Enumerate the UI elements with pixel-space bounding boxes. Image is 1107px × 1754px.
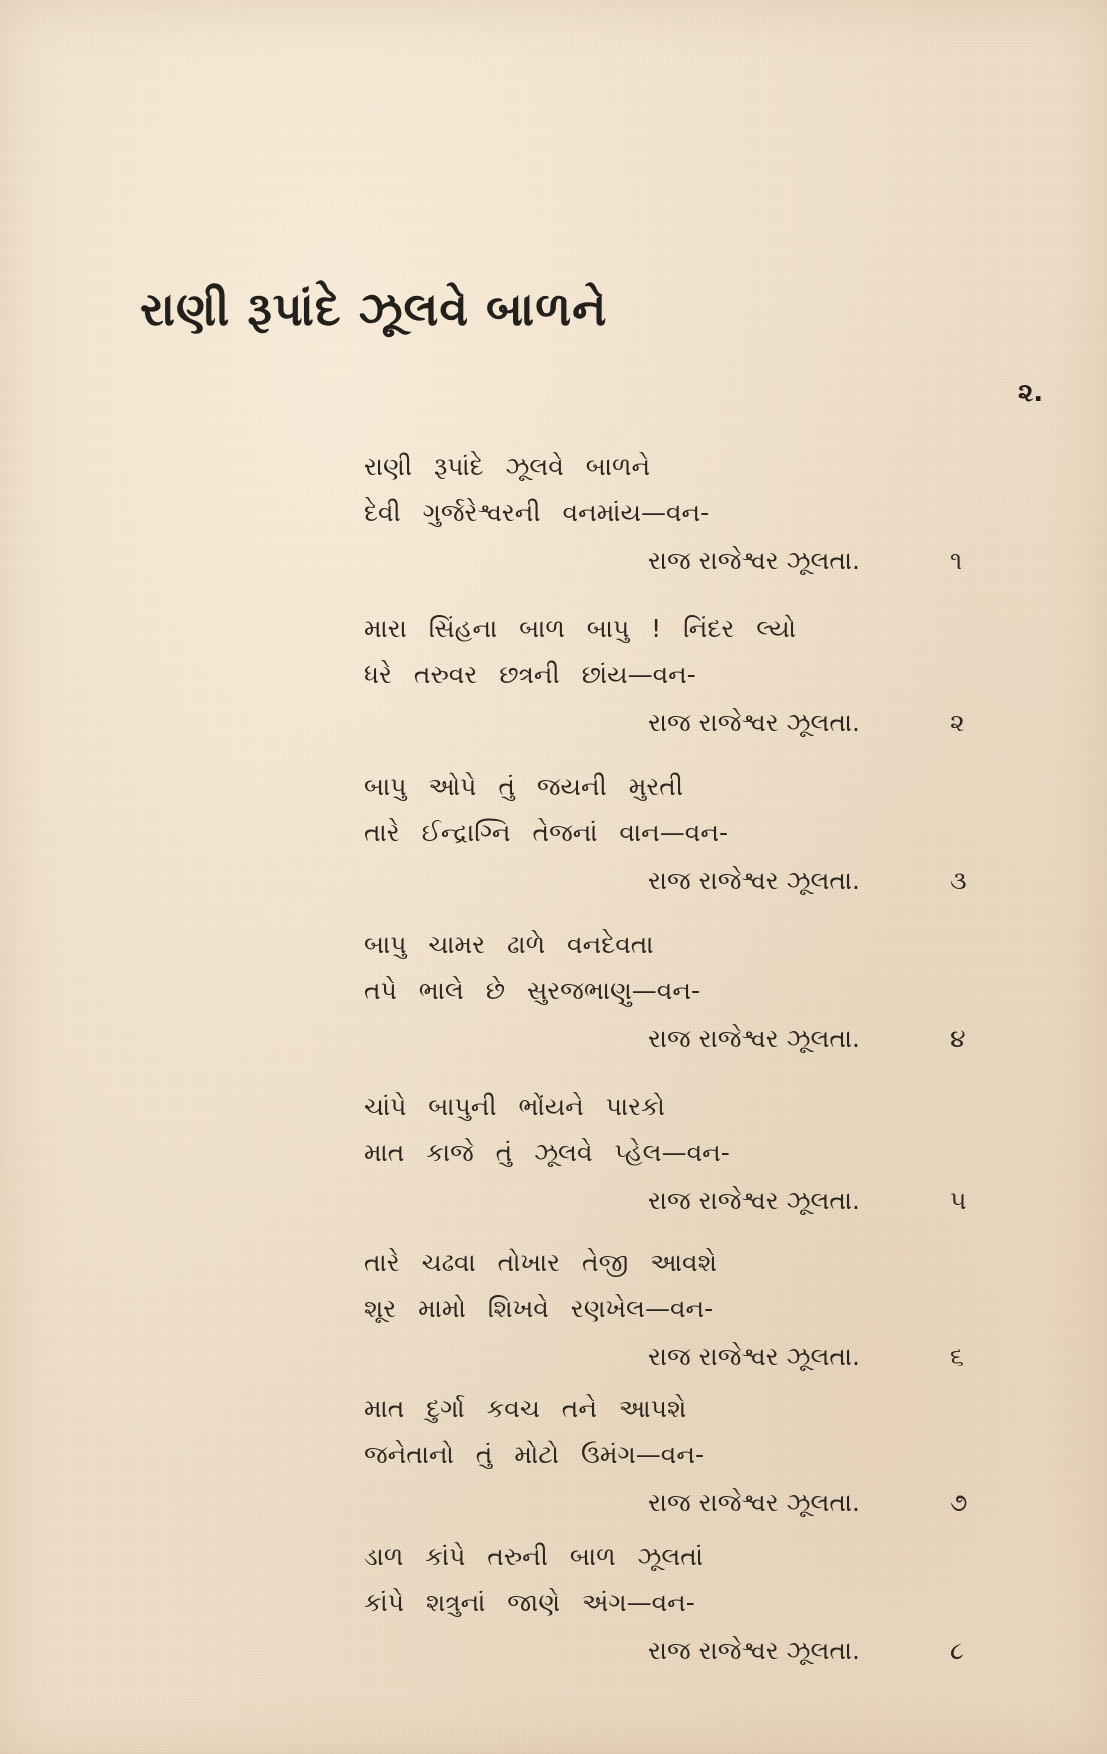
stanza-number: ૬	[950, 1342, 965, 1371]
stanza-refrain: રાજ રાજેશ્વર ઝૂલતા.	[648, 546, 860, 575]
stanza-line: બાપુ ઓપે તું જયની મુરતી	[364, 772, 684, 801]
stanza-refrain: રાજ રાજેશ્વર ઝૂલતા.	[648, 866, 860, 895]
stanza-line: મારા સિંહના બાળ બાપુ ! નિંદર લ્યો	[364, 614, 796, 643]
stanza-refrain: રાજ રાજેશ્વર ઝૂલતા.	[648, 1024, 860, 1053]
stanza-refrain: રાજ રાજેશ્વર ઝૂલતા.	[648, 708, 860, 737]
stanza-line: ધરે તરુવર છત્રની છાંય—વન-	[364, 660, 696, 689]
stanza-number: ૫	[950, 1186, 967, 1215]
stanza-number: ૭	[950, 1488, 968, 1517]
stanza-refrain: રાજ રાજેશ્વર ઝૂલતા.	[648, 1342, 860, 1371]
stanza-refrain: રાજ રાજેશ્વર ઝૂલતા.	[648, 1488, 860, 1517]
stanza-number: ૨	[950, 708, 965, 737]
stanza-number: ૪	[950, 1024, 966, 1053]
stanza-refrain: રાજ રાજેશ્વર ઝૂલતા.	[648, 1186, 860, 1215]
stanza-line: ચાંપે બાપુની ભોંયને પારકો	[364, 1092, 665, 1121]
stanza-refrain: રાજ રાજેશ્વર ઝૂલતા.	[648, 1636, 860, 1665]
stanza-line: માત દુર્ગા કવચ તને આપશે	[364, 1394, 687, 1423]
poem-title: રાણી રૂપાંદે ઝૂલવે બાળને	[140, 282, 608, 336]
page-number: ૨.	[1018, 378, 1044, 408]
stanza-line: ડાળ કાંપે તરુની બાળ ઝૂલતાં	[364, 1542, 703, 1571]
stanza-line: રાણી રૂપાંદે ઝૂલવે બાળને	[364, 452, 651, 481]
stanza-line: તપે ભાલે છે સુરજભાણુ—વન-	[364, 976, 700, 1005]
stanza-number: ૧	[950, 546, 963, 575]
stanza-line: શૂર મામો શિખવે રણખેલ—વન-	[364, 1294, 714, 1323]
stanza-line: કાંપે શત્રુનાં જાણે અંગ—વન-	[364, 1588, 695, 1617]
stanza-line: બાપુ ચામર ઢાળે વનદેવતા	[364, 930, 654, 959]
stanza-line: માત કાજે તું ઝૂલવે પ્હેલ—વન-	[364, 1138, 730, 1167]
stanza-line: દેવી ગુર્જરેશ્વરની વનમાંય—વન-	[364, 498, 710, 527]
stanza-number: ૮	[950, 1636, 964, 1665]
stanza-line: તારે ચઢવા તોખાર તેજી આવશે	[364, 1248, 717, 1277]
stanza-line: જનેતાનો તું મોટો ઉમંગ—વન-	[364, 1440, 704, 1469]
stanza-line: તારે ઈન્દ્રાગ્નિ તેજનાં વાન—વન-	[364, 818, 728, 847]
stanza-number: ૩	[950, 866, 967, 895]
